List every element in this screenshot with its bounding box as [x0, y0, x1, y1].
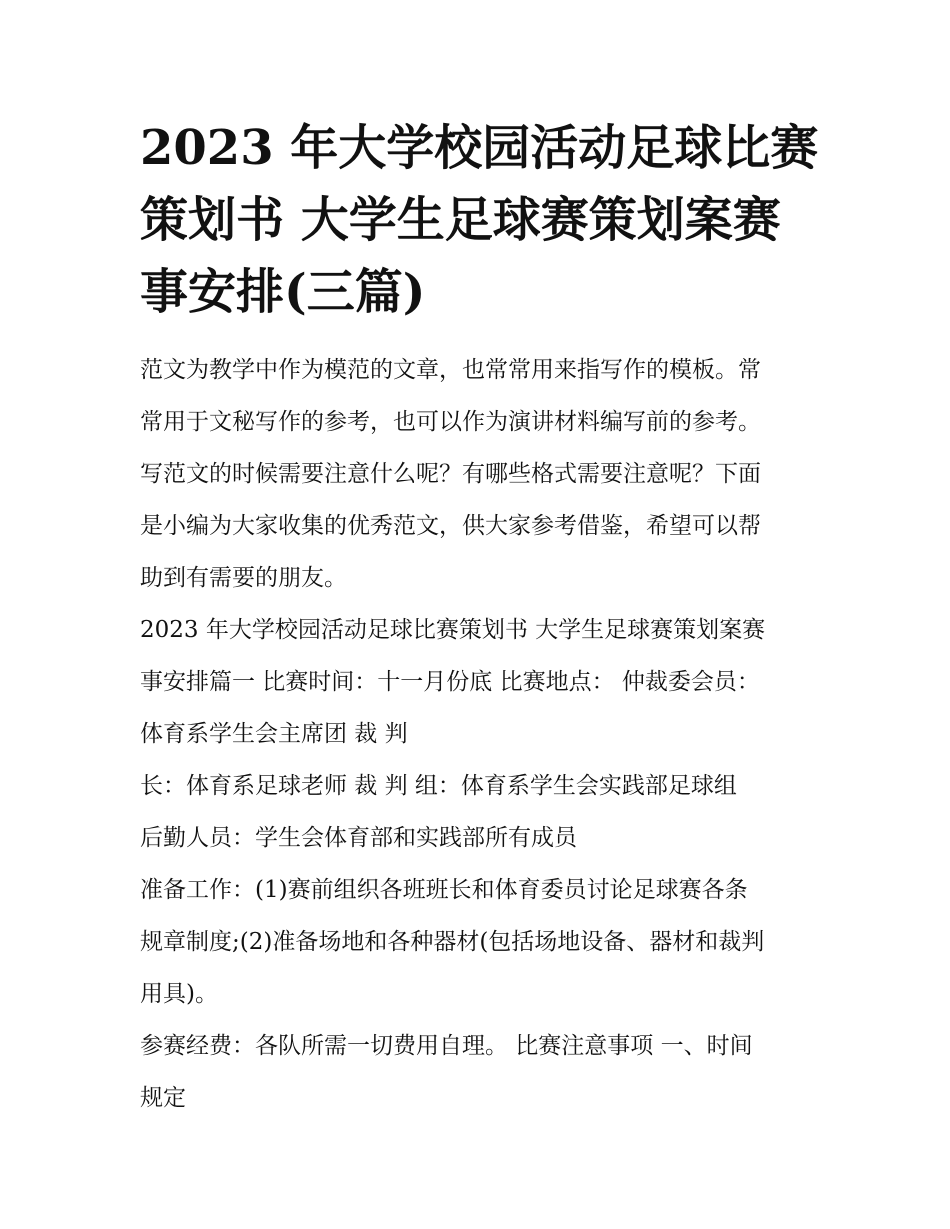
text-line: 是小编为大家收集的优秀范文，供大家参考借鉴，希望可以帮: [140, 513, 761, 539]
text-line: 事安排篇一 比赛时间：十一月份底 比赛地点： 仲裁委会员：: [140, 669, 760, 695]
document-title: [140, 112, 819, 328]
text-line: 范文为教学中作为模范的文章，也常常用来指写作的模板。常: [140, 357, 761, 383]
funding-paragraph: [140, 1020, 812, 1124]
title-line: 2023 年大学校园活动足球比赛: [140, 120, 819, 176]
document-page: [140, 112, 819, 1124]
text-line: 准备工作：(1)赛前组织各班班长和体育委员讨论足球赛各条: [140, 877, 748, 903]
document-body: [140, 344, 812, 1124]
text-line: 2023 年大学校园活动足球比赛策划书 大学生足球赛策划案赛: [140, 617, 766, 643]
text-line: 用具)。: [140, 981, 218, 1007]
text-line: 常用于文秘写作的参考，也可以作为演讲材料编写前的参考。: [140, 409, 761, 435]
text-line: 助到有需要的朋友。: [140, 565, 347, 591]
logistics-paragraph: [140, 812, 812, 864]
schedule-paragraph: [140, 604, 812, 760]
text-line: 后勤人员：学生会体育部和实践部所有成员: [140, 825, 577, 851]
text-line: 体育系学生会主席团 裁 判: [140, 721, 408, 747]
referee-paragraph: [140, 760, 812, 812]
title-line: 事安排(三篇): [140, 264, 426, 320]
text-line: 写范文的时候需要注意什么呢？有哪些格式需要注意呢？下面: [140, 461, 761, 487]
text-line: 规定: [140, 1085, 186, 1111]
text-line: 参赛经费：各队所需一切费用自理。 比赛注意事项 一、时间: [140, 1033, 753, 1059]
text-line: 规章制度;(2)准备场地和各种器材(包括场地设备、器材和裁判: [140, 929, 765, 955]
preparation-paragraph: [140, 864, 812, 1020]
intro-paragraph: [140, 344, 812, 604]
text-line: 长：体育系足球老师 裁 判 组：体育系学生会实践部足球组: [140, 773, 737, 799]
title-line: 策划书 大学生足球赛策划案赛: [140, 192, 781, 248]
